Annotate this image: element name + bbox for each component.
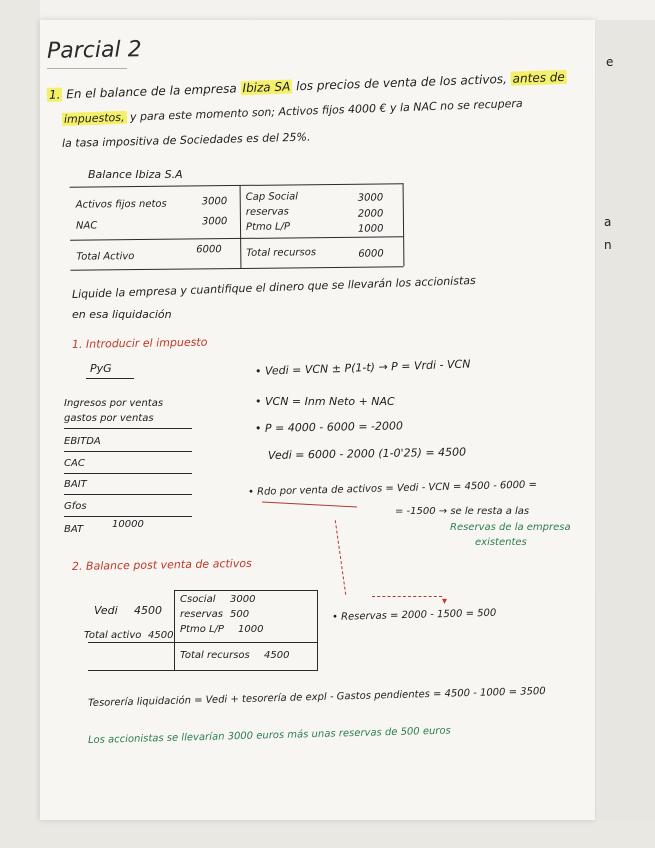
balance1-divider xyxy=(240,186,242,268)
tesoreria-line: Tesorería liquidación = Vedi + tesorería de expl - Gastos pendientes = 4500 - 1000 = 3500 xyxy=(87,686,546,709)
pyg-row-bait: BAIT xyxy=(64,479,87,490)
arrow-dashed-horizontal xyxy=(372,596,442,597)
balance2-right-rule xyxy=(317,590,318,670)
b1-right-row1-label: Cap Social xyxy=(245,191,299,203)
problem-text-2: y para este momento son; Activos fijos 4000 € y la NAC no se recupera xyxy=(129,96,523,124)
pyg-row-ingresos: Ingresos por ventas xyxy=(64,398,164,409)
pyg-row-ebitda: EBITDA xyxy=(64,436,101,447)
b2-left-total-value: 4500 xyxy=(148,630,174,641)
pyg-rule-5 xyxy=(64,516,192,517)
balance1-total-rule xyxy=(70,236,403,241)
balance2-top-rule xyxy=(174,590,318,591)
b1-row2-value: 3000 xyxy=(201,216,228,228)
b2-right-total-value: 4500 xyxy=(264,650,290,661)
pyg-rule-1 xyxy=(64,428,192,429)
balance1-table xyxy=(70,183,405,269)
b1-right-row3-label: Ptmo L/P xyxy=(245,221,291,233)
b1-total-label2: Total recursos xyxy=(246,247,317,259)
left-edge xyxy=(0,0,40,848)
pyg-rule-3 xyxy=(64,473,192,474)
formula-3: • P = 4000 - 6000 = -2000 xyxy=(254,419,404,435)
pyg-rule-4 xyxy=(64,494,192,495)
b1-total-value: 6000 xyxy=(196,244,222,256)
task-line-2: en esa liquidación xyxy=(72,308,172,321)
pyg-bat-value: 10000 xyxy=(112,519,144,530)
b1-right-row1-value: 3000 xyxy=(357,192,384,204)
b1-row1-label: Activos fijos netos xyxy=(75,198,167,211)
b1-right-row2-label: reservas xyxy=(245,206,289,218)
b2-left-total-label: Total activo xyxy=(84,630,142,641)
formula-4: Vedi = 6000 - 2000 (1-0'25) = 4500 xyxy=(267,445,467,462)
pyg-rule-2 xyxy=(64,451,192,452)
balance1-title: Balance Ibiza S.A xyxy=(88,168,183,181)
b2-right-total-label: Total recursos xyxy=(180,650,250,661)
resultado-note-1: Reservas de la empresa xyxy=(450,522,571,533)
pyg-row-gastos: gastos por ventas xyxy=(64,413,154,424)
page-title: Parcial 2 xyxy=(46,37,142,64)
resultado-note-2: existentes xyxy=(475,537,527,548)
b2-right-row3-value: 1000 xyxy=(238,624,264,635)
section1-heading: 1. Introducir el impuesto xyxy=(71,335,208,351)
reservas-calc: • Reservas = 2000 - 1500 = 500 xyxy=(331,607,497,623)
pyg-row-cac: CAC xyxy=(64,458,85,469)
problem-text-1a: En el balance de la empresa xyxy=(66,81,237,102)
b1-total-label: Total Activo xyxy=(76,251,135,263)
pyg-row-gfos: Gfos xyxy=(64,501,87,512)
b2-right-row2-label: reservas xyxy=(180,609,223,620)
problem-number: 1. xyxy=(48,87,61,102)
formula-2: • VCN = Inm Neto + NAC xyxy=(255,395,395,408)
title-rule xyxy=(47,68,127,69)
b1-right-row2-value: 2000 xyxy=(357,208,384,220)
b1-row1-value: 3000 xyxy=(201,196,228,208)
pyg-row-bat: BAT xyxy=(64,524,84,535)
b2-right-row1-value: 3000 xyxy=(230,594,256,605)
balance2-divider xyxy=(174,590,175,670)
pyg-underline xyxy=(86,378,134,379)
pyg-title: PyG xyxy=(90,362,112,375)
problem-text-1b: los precios de venta de los activos, xyxy=(295,71,508,94)
problem-line-3: la tasa impositiva de Sociedades es del 25%. xyxy=(61,130,311,150)
b2-right-row1-label: Csocial xyxy=(180,594,216,605)
problem-highlight-1: antes de xyxy=(512,69,566,86)
edge-letter-3: n xyxy=(604,238,612,252)
b2-right-row3-label: Ptmo L/P xyxy=(180,624,224,635)
b2-left-row1-value: 4500 xyxy=(134,604,162,617)
balance2-table xyxy=(84,590,318,671)
conclusion-line: Los accionistas se llevarían 3000 euros más unas reservas de 500 euros xyxy=(87,725,451,746)
b2-right-row2-value: 500 xyxy=(230,609,250,620)
edge-letter-2: a xyxy=(604,215,612,229)
resultado-value: = -1500 → se le resta a las xyxy=(395,506,530,517)
b1-total-value2: 6000 xyxy=(358,248,384,260)
section2-heading: 2. Balance post venta de activos xyxy=(71,556,252,573)
b1-right-row3-value: 1000 xyxy=(357,223,384,235)
company-name: Ibiza SA xyxy=(242,79,291,96)
problem-highlight-2: impuestos, xyxy=(63,110,125,126)
balance2-total-rule xyxy=(88,642,318,643)
task-line-1: Liquide la empresa y cuantifique el dinero que se llevarán los accionistas xyxy=(71,273,476,301)
b1-row2-label: NAC xyxy=(75,220,98,232)
next-page-edge xyxy=(596,20,655,820)
formula-1: • Vedi = VCN ± P(1-t) → P = Vrdi - VCN xyxy=(254,357,471,378)
arrow-down-icon: ▾ xyxy=(442,596,448,607)
resultado-line: • Rdo por venta de activos = Vedi - VCN = 4500 - 6000 = xyxy=(247,479,538,498)
b2-left-row1-label: Vedi xyxy=(94,604,118,617)
edge-letter-1: e xyxy=(606,55,614,69)
